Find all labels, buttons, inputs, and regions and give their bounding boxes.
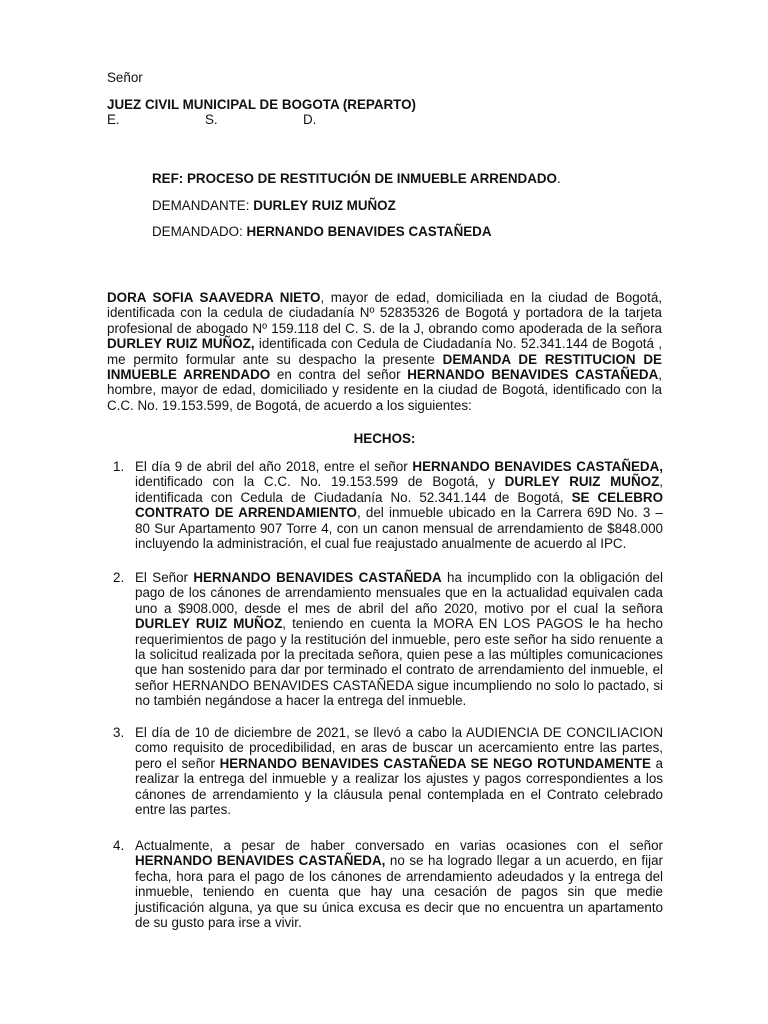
fact-bold-segment: SE CELEBRO CONTRATO DE ARRENDAMIENTO — [135, 489, 663, 521]
esd-d: D. — [303, 112, 317, 127]
fact-segment: , teniendo en cuenta la MORA EN LOS PAGOS le ha hecho requerimientos de pago y la restitución del inmueble, pero este señor ha sido renuente a la solicitud realizada por la precitada señora, quien pese a las múltiples comunicaciones que han sostenido para dar por terminado el contrato de arrendamiento del inmueble, el señor HERNANDO BENAVIDES CASTAÑEDA sigue incumpliendo no solo lo pactado, si no también negándose a hacer la entrega del inmueble. — [135, 616, 663, 709]
esd-e: E. — [107, 112, 120, 127]
fact-segment: a realizar la entrega del inmueble y a realizar los ajustes y pagos correspondientes a los cánones de arrendamiento y la cláusula penal contemplada en el Contrato celebrado entre las partes. — [135, 755, 663, 818]
defendant-name: HERNANDO BENAVIDES CASTAÑEDA — [246, 224, 492, 239]
intro-paragraph — [107, 290, 662, 413]
intro-text-3: en contra del señor — [270, 367, 408, 383]
defendant-label: DEMANDADO: — [152, 224, 247, 239]
fact-text — [135, 838, 663, 930]
fact-segment: no se ha logrado llegar a un acuerdo, en fijar fecha, hora para el pago de los cánones de arrendamiento adeudados y la entrega del inmueble, teniendo en cuenta que hay una cesación de pagos sin que medie justificación alguna, ya que su única excusa es decir que no encuentra un apartamento de su gusto para irse a vivir. — [135, 853, 664, 931]
plaintiff-line — [152, 198, 396, 213]
fact-number: 1. — [113, 459, 125, 474]
plaintiff-label: DEMANDANTE: — [152, 198, 254, 213]
reference-label: REF: PROCESO DE RESTITUCIÓN DE INMUEBLE ARRENDADO — [152, 171, 557, 186]
intro-text-4: , hombre, mayor de edad, domiciliado y residente en la ciudad de Bogotá, identificado con la C.C. No. 19.153.599, de Bogotá, de acuerdo a los siguientes: — [107, 367, 662, 413]
attorney-name: DORA SOFIA SAAVEDRA NIETO — [107, 290, 321, 305]
fact-number: 4. — [113, 838, 125, 853]
fact-segment: , del inmueble ubicado en la Carrera 69D No. 3 – 80 Sur Apartamento 907 Torre 4, con un canon mensual de arrendamiento de $848.000 incluyendo la administración, el cual fue reajustado anualmente de acuerdo al IPC. — [135, 505, 663, 552]
fact-segment: identificado con la C.C. No. 19.153.599 de Bogotá, y — [135, 474, 505, 490]
fact-bold-segment: HERNANDO BENAVIDES CASTAÑEDA — [193, 570, 442, 585]
fact-segment: El día de 10 de diciembre de 2021, se llevó a cabo la AUDIENCIA DE CONCILIACION como requisito de procedibilidad, en aras de buscar un acercamiento entre las partes, pero el señor — [135, 725, 663, 771]
fact-text — [135, 459, 663, 551]
fact-number: 2. — [113, 570, 125, 585]
intro-text-1: , mayor de edad, domiciliada en la ciudad de Bogotá, identificada con la cedula de ciudadanía Nº 52835326 de Bogotá y portadora de la tarjeta profesional de abogado Nº 159.118 del C. S. de la J, obrando como apoderada de la señora — [107, 290, 662, 336]
fact-bold-segment: DURLEY RUIZ MUÑOZ — [504, 474, 660, 490]
fact-segment: , identificada con Cedula de Ciudadanía No. 52.341.144 de Bogotá, — [135, 474, 663, 505]
plaintiff-name: DURLEY RUIZ MUÑOZ — [253, 198, 396, 213]
fact-item-4 — [113, 838, 663, 930]
esd-s: S. — [205, 112, 218, 127]
fact-text — [135, 570, 663, 709]
fact-number: 3. — [113, 725, 125, 740]
defendant-line — [152, 224, 492, 239]
reference-line — [152, 171, 561, 186]
intro-text-2: identificada con Cedula de Ciudadanía No. 52.341.144 de Bogotá , me permito formular ante su despacho la presente — [107, 336, 662, 367]
fact-segment: El día 9 de abril del año 2018, entre el señor — [135, 459, 413, 474]
facts-heading: HECHOS: — [353, 431, 416, 446]
claim-title: DEMANDA DE RESTITUCION DE INMUEBLE ARRENDADO — [107, 351, 662, 383]
fact-bold-segment: HERNANDO BENAVIDES CASTAÑEDA, — [135, 853, 386, 869]
salutation: Señor — [107, 70, 143, 85]
fact-item-2 — [113, 570, 663, 709]
reference-period: . — [556, 171, 561, 186]
court-addressee: JUEZ CIVIL MUNICIPAL DE BOGOTA (REPARTO) — [107, 97, 416, 112]
client-name: DURLEY RUIZ MUÑOZ, — [107, 336, 255, 352]
defendant-name-intro: HERNANDO BENAVIDES CASTAÑEDA — [407, 367, 659, 383]
fact-segment: El Señor — [135, 570, 194, 585]
fact-item-3 — [113, 725, 663, 817]
fact-bold-segment: HERNANDO BENAVIDES CASTAÑEDA SE NEGO ROTUNDAMENTE — [219, 755, 651, 771]
fact-item-1 — [113, 459, 663, 551]
fact-text — [135, 725, 663, 817]
fact-bold-segment: DURLEY RUIZ MUÑOZ — [135, 616, 283, 632]
fact-bold-segment: HERNANDO BENAVIDES CASTAÑEDA, — [412, 459, 663, 474]
fact-segment: ha incumplido con la obligación del pago de los cánones de arrendamiento mensuales que en la actualidad equivalen cada uno a $908.000, desde el mes de abril del año 2020, motivo por el cual la señora — [135, 570, 663, 616]
fact-segment: Actualmente, a pesar de haber conversado en varias ocasiones con el señor — [135, 838, 663, 853]
